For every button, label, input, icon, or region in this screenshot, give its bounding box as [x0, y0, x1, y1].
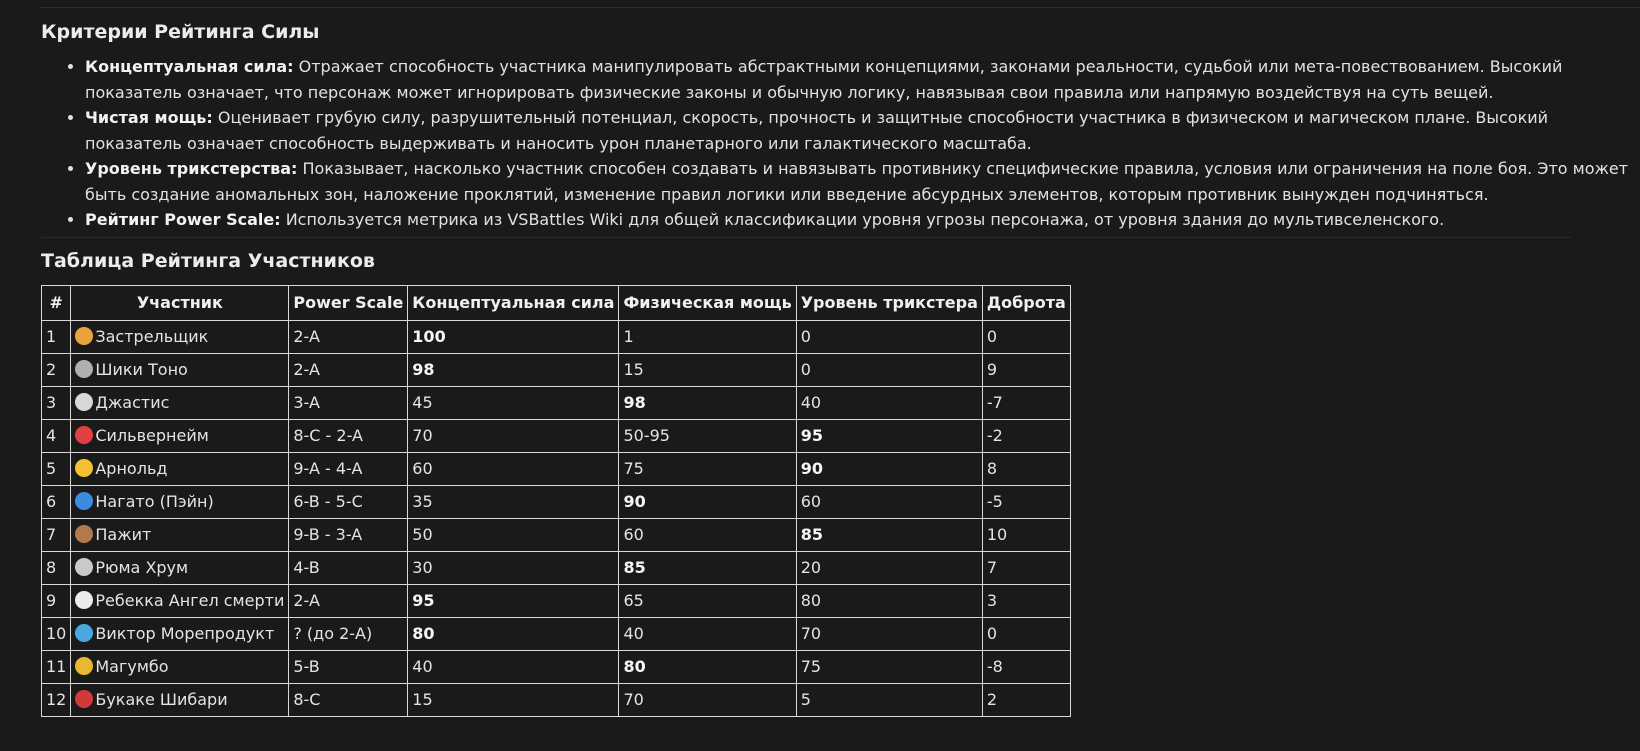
criteria-term: Уровень трикстерства: [85, 159, 298, 178]
participant-name: Виктор Морепродукт [95, 624, 275, 643]
cell-conceptual-power-value: 45 [412, 393, 433, 412]
cell-power-scale-value: 2-A [293, 327, 320, 346]
cell-kindness [982, 353, 1070, 386]
cell-power-scale-value: 9-A - 4-A [293, 459, 363, 478]
table-row [42, 485, 1071, 518]
participant-name: Шики Тоно [95, 360, 188, 379]
table-row [42, 386, 1071, 419]
document-content [41, 14, 1631, 717]
cell-kindness [982, 650, 1070, 683]
header-conceptual-power: Концептуальная сила [408, 285, 619, 320]
criteria-list [41, 54, 1631, 233]
table-row [42, 419, 1071, 452]
cell-kindness [982, 452, 1070, 485]
cell-physical-power [619, 518, 796, 551]
cell-power-scale [289, 485, 408, 518]
cell-physical-power-value: 50-95 [623, 426, 670, 445]
cell-power-scale [289, 452, 408, 485]
cell-trickster-level-value: 75 [800, 657, 822, 676]
cell-physical-power [619, 419, 796, 452]
cell-conceptual-power [408, 485, 619, 518]
cell-conceptual-power-value: 35 [412, 492, 433, 511]
cell-number-value: 5 [46, 459, 57, 478]
cell-number-value: 4 [46, 426, 57, 445]
cell-conceptual-power-value: 98 [412, 360, 435, 379]
cell-physical-power [619, 650, 796, 683]
cowboy-face-icon [75, 327, 93, 345]
cell-number [42, 683, 71, 716]
cell-kindness [982, 518, 1070, 551]
criteria-term: Рейтинг Power Scale: [85, 210, 281, 229]
cell-physical-power [619, 386, 796, 419]
cell-number [42, 584, 71, 617]
knife-icon [75, 360, 93, 378]
cell-conceptual-power [408, 584, 619, 617]
header-number: # [42, 285, 71, 320]
cell-number [42, 386, 71, 419]
mask-icon [75, 393, 93, 411]
cell-physical-power-value: 60 [623, 525, 644, 544]
cell-conceptual-power [408, 551, 619, 584]
section-divider [41, 237, 1571, 238]
header-trickster-level: Уровень трикстера [796, 285, 982, 320]
cell-trickster-level-value: 70 [800, 624, 822, 643]
cell-physical-power-value: 15 [623, 360, 644, 379]
criteria-description: Отражает способность участника манипулировать абстрактными концепциями, законами реальности, судьбой или мета-повествованием. Высокий показатель означает, что персонаж может игнорировать физические законы и обычную логику, навязывая свои правила или напрямую воздействуя на суть вещей. [85, 57, 1563, 102]
cell-kindness [982, 617, 1070, 650]
cell-number [42, 617, 71, 650]
cell-kindness-value: 0 [986, 624, 998, 643]
cell-trickster-level [796, 518, 982, 551]
cell-power-scale [289, 683, 408, 716]
cell-conceptual-power [408, 452, 619, 485]
cell-power-scale-value: 3-A [293, 393, 320, 412]
cell-conceptual-power [408, 419, 619, 452]
participant-name: Нагато (Пэйн) [95, 492, 214, 511]
cell-participant [71, 419, 289, 452]
clown-face-icon [75, 426, 93, 444]
cell-kindness-value: 3 [986, 591, 998, 610]
cell-trickster-level [796, 419, 982, 452]
cell-number [42, 518, 71, 551]
table-row [42, 584, 1071, 617]
criteria-description: Показывает, насколько участник способен создавать и навязывать противнику специфические правила, условия или ограничения на поле боя. Это может быть создание аномальных зон, наложение проклятий, изменение правил логики или введение абсурдных элементов, которым противник вынужден подчиняться. [85, 159, 1629, 204]
cell-power-scale-value: 9-B - 3-A [293, 525, 363, 544]
table-row [42, 518, 1071, 551]
cell-physical-power-value: 1 [623, 327, 634, 346]
criteria-description: Используется метрика из VSBattles Wiki для общей классификации уровня угрозы персонажа, от уровня здания до мультивселенского. [280, 210, 1445, 229]
cell-physical-power-value: 85 [623, 558, 646, 577]
table-row [42, 551, 1071, 584]
cell-participant [71, 551, 289, 584]
cell-power-scale-value: 8-C - 2-A [293, 426, 363, 445]
cell-conceptual-power-value: 50 [412, 525, 433, 544]
cell-conceptual-power-value: 70 [412, 426, 433, 445]
cell-kindness [982, 683, 1070, 716]
criteria-item-power-scale [85, 207, 1631, 233]
cell-power-scale [289, 386, 408, 419]
cell-kindness-value: 8 [986, 459, 998, 478]
cell-conceptual-power-value: 60 [412, 459, 433, 478]
cell-conceptual-power-value: 15 [412, 690, 433, 709]
cell-trickster-level-value: 60 [800, 492, 822, 511]
cell-number [42, 485, 71, 518]
cell-trickster-level [796, 551, 982, 584]
cell-kindness-value: 0 [986, 327, 998, 346]
cell-participant [71, 584, 289, 617]
cell-trickster-level-value: 0 [800, 360, 811, 379]
cell-kindness-value: -2 [986, 426, 1003, 445]
cell-physical-power [619, 452, 796, 485]
cell-number [42, 551, 71, 584]
cell-trickster-level-value: 90 [800, 459, 823, 478]
cell-kindness [982, 485, 1070, 518]
cell-number [42, 353, 71, 386]
cell-power-scale [289, 518, 408, 551]
monkey-face-icon [75, 525, 93, 543]
cell-physical-power [619, 485, 796, 518]
cell-number [42, 452, 71, 485]
cell-power-scale-value: 2-A [293, 360, 320, 379]
header-kindness: Доброта [982, 285, 1070, 320]
cell-power-scale-value: ? (до 2-A) [293, 624, 373, 643]
cell-kindness-value: 10 [986, 525, 1008, 544]
cell-power-scale-value: 5-B [293, 657, 320, 676]
cell-participant [71, 650, 289, 683]
participant-name: Букаке Шибари [95, 690, 228, 709]
cell-conceptual-power [408, 650, 619, 683]
cell-power-scale [289, 617, 408, 650]
cell-number-value: 3 [46, 393, 57, 412]
cell-power-scale-value: 4-B [293, 558, 320, 577]
cell-physical-power [619, 320, 796, 353]
cell-participant [71, 386, 289, 419]
cell-physical-power [619, 353, 796, 386]
cell-kindness [982, 584, 1070, 617]
cell-power-scale-value: 8-C [293, 690, 321, 709]
criteria-description: Оценивает грубую силу, разрушительный потенциал, скорость, прочность и защитные способности участника в физическом и магическом плане. Высокий показатель означает способность выдерживать и наносить урон планетарного или галактического масштаба. [85, 108, 1549, 153]
cell-power-scale [289, 584, 408, 617]
cell-physical-power-value: 70 [623, 690, 644, 709]
cell-power-scale-value: 2-A [293, 591, 320, 610]
cell-power-scale [289, 551, 408, 584]
cell-physical-power-value: 75 [623, 459, 644, 478]
cell-trickster-level [796, 485, 982, 518]
cell-trickster-level [796, 386, 982, 419]
cell-kindness-value: -7 [986, 393, 1003, 412]
table-row [42, 683, 1071, 716]
cell-power-scale [289, 419, 408, 452]
cell-participant [71, 485, 289, 518]
cell-trickster-level-value: 5 [800, 690, 811, 709]
cell-physical-power-value: 40 [623, 624, 644, 643]
cell-number-value: 8 [46, 558, 57, 577]
cell-number-value: 6 [46, 492, 57, 511]
cell-physical-power [619, 584, 796, 617]
cell-physical-power-value: 98 [623, 393, 646, 412]
cell-physical-power [619, 551, 796, 584]
cell-physical-power [619, 683, 796, 716]
cell-physical-power-value: 90 [623, 492, 646, 511]
ogre-face-icon [75, 690, 93, 708]
cell-trickster-level [796, 320, 982, 353]
blue-drop-icon [75, 492, 93, 510]
cell-participant [71, 353, 289, 386]
cell-trickster-level [796, 584, 982, 617]
skull-icon [75, 591, 93, 609]
cell-trickster-level [796, 452, 982, 485]
table-heading: Таблица Рейтинга Участников [41, 249, 375, 272]
cell-number [42, 650, 71, 683]
cell-conceptual-power [408, 320, 619, 353]
header-physical-power: Физическая мощь [619, 285, 796, 320]
sunglasses-face-icon [75, 459, 93, 477]
cell-number-value: 11 [46, 657, 67, 676]
participant-name: Пажит [95, 525, 152, 544]
cell-number-value: 1 [46, 327, 57, 346]
cell-trickster-level-value: 20 [800, 558, 822, 577]
cell-kindness-value: -8 [986, 657, 1003, 676]
cell-physical-power [619, 617, 796, 650]
cell-number-value: 7 [46, 525, 57, 544]
participant-name: Ребекка Ангел смерти [95, 591, 285, 610]
ratings-table [41, 285, 1071, 717]
cell-conceptual-power-value: 30 [412, 558, 433, 577]
header-power-scale: Power Scale [289, 285, 408, 320]
participant-name: Магумбо [95, 657, 169, 676]
cell-physical-power-value: 65 [623, 591, 644, 610]
cell-kindness-value: 7 [986, 558, 998, 577]
cell-number-value: 2 [46, 360, 57, 379]
header-participant: Участник [71, 285, 289, 320]
cell-physical-power-value: 80 [623, 657, 646, 676]
participant-name: Застрельщик [95, 327, 209, 346]
cell-trickster-level [796, 617, 982, 650]
cell-number-value: 12 [46, 690, 67, 709]
cell-power-scale [289, 353, 408, 386]
cell-trickster-level-value: 0 [800, 327, 811, 346]
cell-number [42, 419, 71, 452]
cell-kindness [982, 386, 1070, 419]
cell-kindness [982, 320, 1070, 353]
cell-power-scale [289, 320, 408, 353]
cell-number [42, 320, 71, 353]
cell-conceptual-power [408, 617, 619, 650]
participant-name: Рюма Хрум [95, 558, 189, 577]
cell-participant [71, 617, 289, 650]
cell-conceptual-power-value: 100 [412, 327, 446, 346]
criteria-term: Чистая мощь: [85, 108, 213, 127]
participant-name: Арнольд [95, 459, 168, 478]
cell-number-value: 10 [46, 624, 67, 643]
criteria-item-conceptual [85, 54, 1631, 105]
cell-conceptual-power [408, 353, 619, 386]
cell-trickster-level-value: 85 [800, 525, 823, 544]
cell-trickster-level [796, 650, 982, 683]
cell-participant [71, 452, 289, 485]
cell-trickster-level [796, 353, 982, 386]
cell-kindness-value: 9 [986, 360, 998, 379]
cell-trickster-level-value: 80 [800, 591, 822, 610]
table-row [42, 650, 1071, 683]
cell-conceptual-power [408, 683, 619, 716]
cell-conceptual-power-value: 40 [412, 657, 433, 676]
cell-power-scale-value: 6-B - 5-C [293, 492, 363, 511]
criteria-term: Концептуальная сила: [85, 57, 294, 76]
table-row [42, 320, 1071, 353]
cell-trickster-level-value: 95 [800, 426, 823, 445]
cell-participant [71, 683, 289, 716]
cell-trickster-level-value: 40 [800, 393, 822, 412]
table-row [42, 353, 1071, 386]
cell-trickster-level [796, 683, 982, 716]
crossed-swords-icon [75, 558, 93, 576]
participant-name: Сильвернейм [95, 426, 209, 445]
table-row [42, 452, 1071, 485]
cell-participant [71, 518, 289, 551]
cell-kindness-value: 2 [986, 690, 998, 709]
cell-power-scale [289, 650, 408, 683]
criteria-item-raw-power [85, 105, 1631, 156]
cell-number-value: 9 [46, 591, 57, 610]
cell-kindness [982, 419, 1070, 452]
bee-icon [75, 657, 93, 675]
cell-conceptual-power-value: 95 [412, 591, 435, 610]
table-header-row [42, 285, 1071, 320]
cell-kindness [982, 551, 1070, 584]
participant-name: Джастис [95, 393, 170, 412]
cell-kindness-value: -5 [986, 492, 1003, 511]
top-divider [40, 7, 1640, 8]
cell-conceptual-power [408, 518, 619, 551]
table-row [42, 617, 1071, 650]
criteria-heading: Критерии Рейтинга Силы [41, 21, 320, 43]
cell-conceptual-power-value: 80 [412, 624, 435, 643]
cell-conceptual-power [408, 386, 619, 419]
fish-icon [75, 624, 93, 642]
cell-participant [71, 320, 289, 353]
criteria-item-trickster [85, 156, 1631, 207]
